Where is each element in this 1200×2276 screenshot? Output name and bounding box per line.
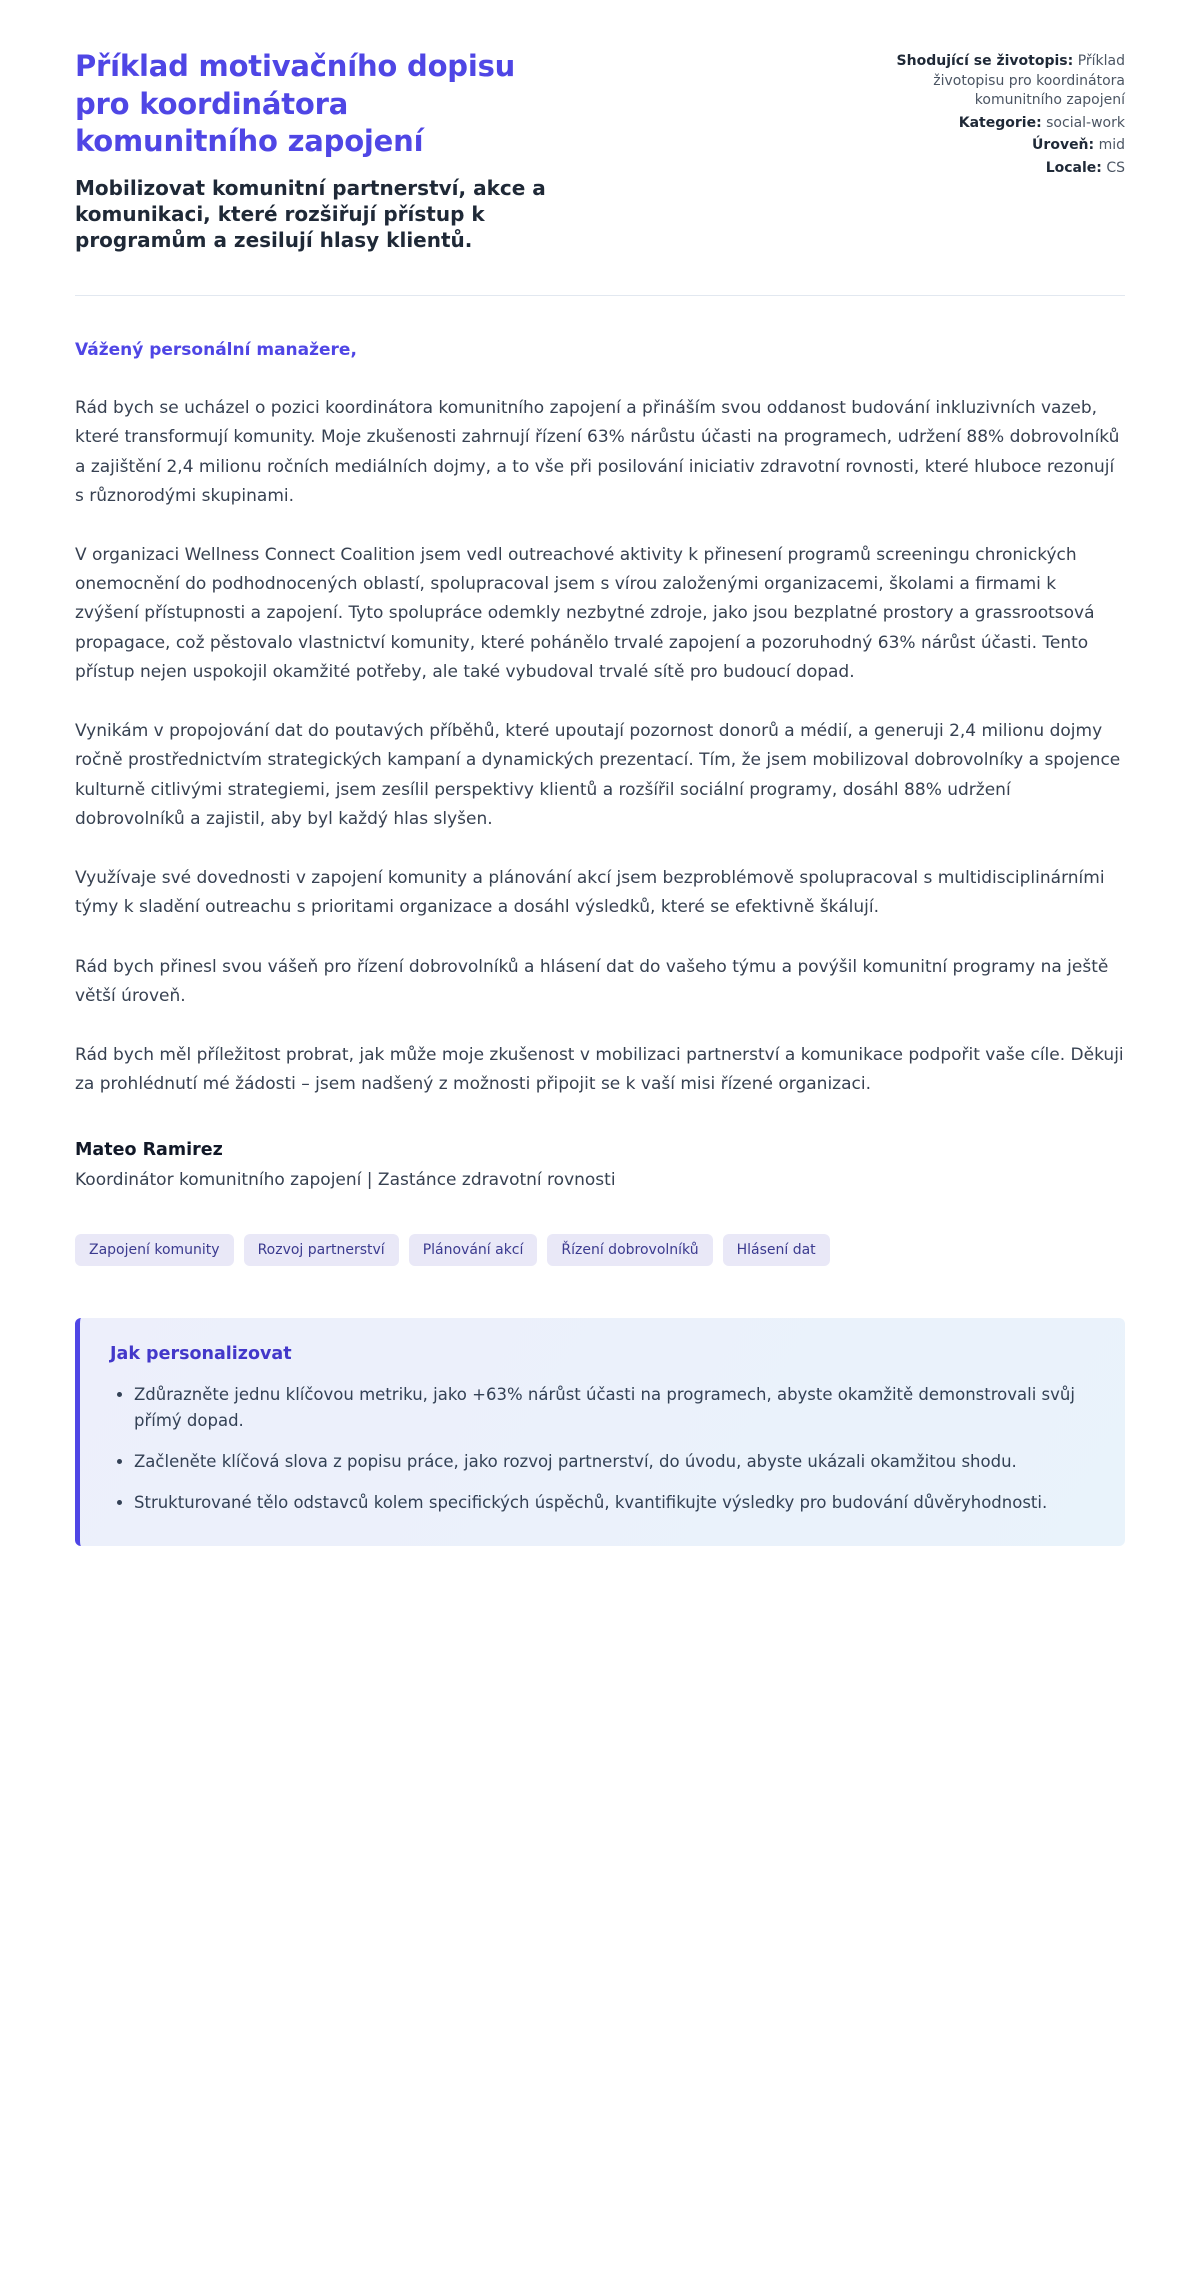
tips-list: [110, 1382, 1095, 1517]
meta-value: social-work: [1046, 114, 1125, 131]
paragraph: Využívaje své dovednosti v zapojení komunity a plánování akcí jsem bezproblémově spolupracoval s multidisciplinárními týmy k sladění outreachu s prioritami organizace a dosáhl výsledků, které se efektivně škálují.: [75, 868, 1105, 918]
tip-item: • Strukturované tělo odstavců kolem specifických úspěchů, kvantifikujte výsledky pro budování důvěryhodnosti.: [134, 1490, 1095, 1517]
paragraph: Rád bych přinesl svou vášeň pro řízení dobrovolníků a hlásení dat do vašeho týmu a povýšil komunitní programy na ještě větší úroveň.: [75, 956, 1109, 1006]
meta-category: [845, 114, 1125, 134]
paragraph: Rád bych měl příležitost probrat, jak může moje zkušenost v mobilizaci partnerství a komunikace podpořit vaše cíle. Děkuji za prohlédnutí mé žádosti – jsem nadšený z možnosti připojit se k vaší misi řízené organizaci.: [75, 1045, 1124, 1095]
meta-locale: [845, 159, 1125, 179]
page-title: Příklad motivačního dopisu pro koordinátora komunitního zapojení: [75, 49, 516, 159]
tips-panel: [75, 1318, 1125, 1547]
header: [75, 48, 1125, 253]
divider: [75, 295, 1125, 296]
tag-chip: Zapojení komunity: [75, 1234, 234, 1266]
meta-label: Locale:: [1045, 159, 1102, 176]
meta-label: Shodující se životopis:: [896, 53, 1074, 69]
tip-item: • Zdůrazněte jednu klíčovou metriku, jako +63% nárůst účasti na programech, abyste okamžitě demonstrovali svůj přímý dopad.: [134, 1382, 1095, 1435]
meta-matching-resume: [845, 52, 1125, 111]
greeting: Vážený personální manažere,: [75, 340, 357, 361]
letter-body: [75, 340, 1125, 1189]
signature-role: Koordinátor komunitního zapojení | Zastánce zdravotní rovnosti: [75, 1169, 616, 1190]
meta-label: Úroveň:: [1032, 137, 1095, 154]
meta-panel: [845, 48, 1125, 182]
signature-name: Mateo Ramirez: [75, 1139, 223, 1160]
tag-chip: Plánování akcí: [409, 1234, 538, 1266]
meta-level: [845, 136, 1125, 156]
header-left: [75, 48, 553, 253]
meta-value: Příklad životopisu pro koordinátora komunitního zapojení: [933, 53, 1125, 109]
paragraph: V organizaci Wellness Connect Coalition jsem vedl outreachové aktivity k přinesení programů screeningu chronických onemocnění do podhodnocených oblastí, spolupracoval jsem s vírou založenými organizacemi, školami a firmami k zvýšení přístupnosti a zapojení. Tyto spolupráce odemkly nezbytné zdroje, jako jsou bezplatné prostory a grassrootsová propagace, což pěstovalo vlastnictví komunity, které pohánělo trvalé zapojení a pozoruhodný 63% nárůst účasti. Tento přístup nejen uspokojil okamžité potřeby, ale také vybudoval trvalé sítě pro budoucí dopad.: [75, 545, 1095, 682]
tag-list: [75, 1234, 1125, 1266]
paragraph: Rád bych se ucházel o pozici koordinátora komunitního zapojení a přináším svou oddanost budování inkluzivních vazeb, které transformují komunity. Moje zkušenosti zahrnují řízení 63% nárůstu účasti na programech, udržení 88% dobrovolníků a zajištění 2,4 milionu ročních mediálních dojmy, a to vše při posilování iniciativ zdravotní rovnosti, které hluboce rezonují s různorodými skupinami.: [75, 398, 1120, 506]
tag-chip: Rozvoj partnerství: [244, 1234, 399, 1266]
tip-item: • Začleněte klíčová slova z popisu práce, jako rozvoj partnerství, do úvodu, abyste ukázali okamžitou shodu.: [134, 1449, 1095, 1476]
tag-chip: Hlásení dat: [723, 1234, 830, 1266]
paragraph: Vynikám v propojování dat do poutavých příběhů, které upoutají pozornost donorů a médií, a generuji 2,4 milionu dojmy ročně prostřednictvím strategických kampaní a dynamických prezentací. Tím, že jsem mobilizoval dobrovolníky a spojence kulturně citlivými strategiemi, jsem zesílil perspektivy klientů a rozšířil sociální programy, dosáhl 88% udržení dobrovolníků a zajistil, aby byl každý hlas slyšen.: [75, 721, 1121, 829]
tips-title: Jak personalizovat: [110, 1343, 292, 1364]
tag-chip: Řízení dobrovolníků: [547, 1234, 712, 1266]
meta-value: mid: [1098, 137, 1125, 154]
meta-label: Kategorie:: [958, 114, 1042, 131]
page-subtitle: Mobilizovat komunitní partnerství, akce a komunikaci, které rozšiřují přístup k programům a zesilují hlasy klientů.: [75, 176, 546, 253]
meta-value: CS: [1106, 159, 1125, 176]
